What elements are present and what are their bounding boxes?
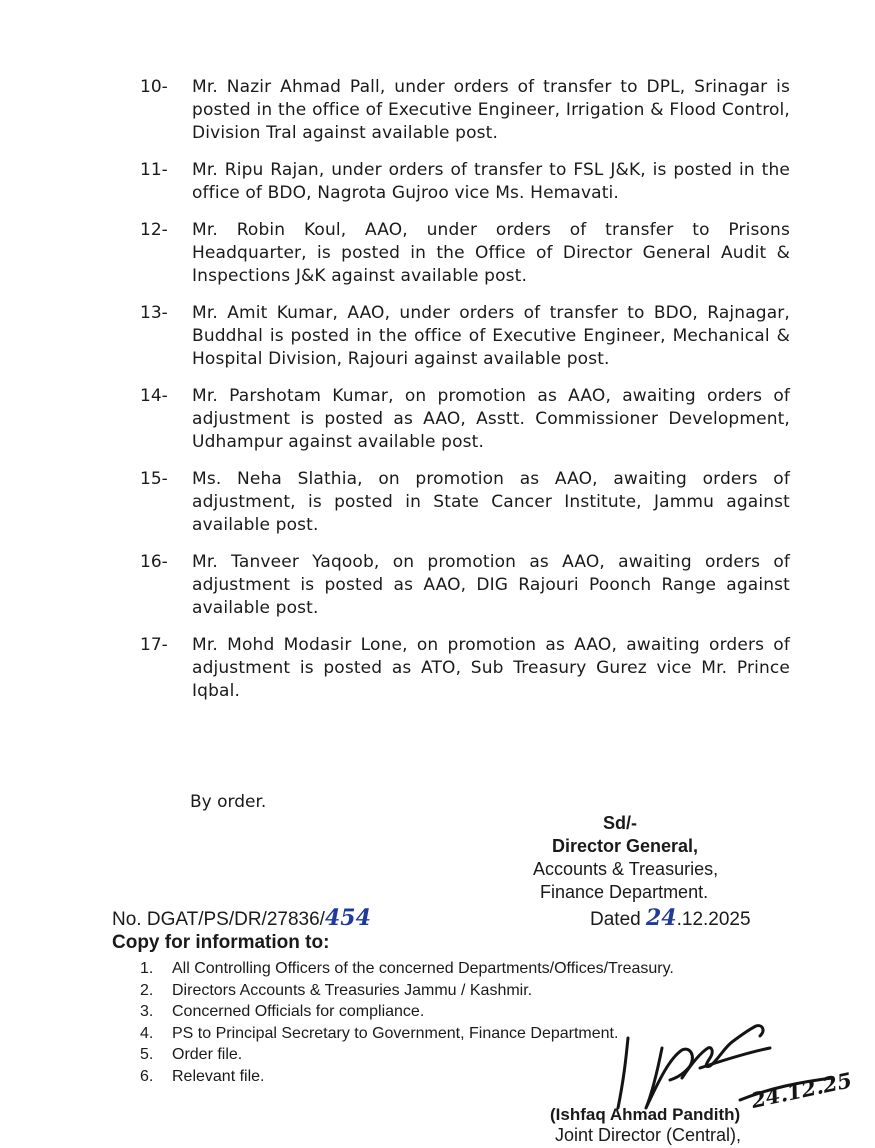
item-number: 14-: [140, 386, 168, 406]
copy-item-text: Order file.: [172, 1046, 243, 1063]
order-item-11: [140, 159, 790, 205]
order-number-handwritten: 454: [324, 905, 371, 931]
item-text: Mr. Amit Kumar, AAO, under orders of transfer to BDO, Rajnagar, Buddhal is posted in the office of Executive Engineer, Mechanical & Hospital Division, Rajouri against available post.: [192, 303, 790, 369]
copy-item-text: Directors Accounts & Treasuries Jammu / Kashmir.: [172, 981, 533, 999]
copy-item-text: Relevant file.: [172, 1067, 265, 1085]
order-number: [112, 905, 371, 931]
signature-date: 24.12.25: [748, 1067, 855, 1113]
item-number: 16-: [140, 552, 168, 572]
item-number: 10-: [140, 77, 168, 97]
date-label: Dated: [590, 909, 646, 930]
copy-item-number: 6.: [140, 1067, 154, 1085]
copy-item-text: All Controlling Officers of the concerned Departments/Offices/Treasury.: [172, 960, 674, 977]
copy-list-item: [140, 980, 674, 1002]
copy-item-number: 2.: [140, 981, 154, 999]
copy-list-item: [140, 1023, 674, 1045]
copy-list: [140, 958, 674, 1087]
item-number: 17-: [140, 635, 168, 655]
copy-item-number: 1.: [140, 960, 154, 977]
copy-item-text: PS to Principal Secretary to Government, Finance Department.: [172, 1024, 619, 1042]
authority-designation: Director General,: [552, 836, 699, 856]
copy-list-item: [140, 1001, 674, 1023]
date-rest: .12.2025: [676, 909, 751, 930]
date-day-handwritten: 24: [645, 905, 677, 931]
order-item-17: [140, 634, 790, 703]
order-date: [590, 905, 751, 931]
authority-dept-line1: Accounts & Treasuries,: [533, 859, 719, 879]
item-text: Mr. Ripu Rajan, under orders of transfer to FSL J&K, is posted in the office of BDO, Nagrota Gujroo vice Ms. Hemavati.: [192, 160, 790, 203]
order-items: [140, 76, 790, 717]
item-number: 15-: [140, 469, 168, 489]
signer-title: Joint Director (Central),: [555, 1125, 742, 1145]
copy-list-item: [140, 958, 674, 980]
by-order-text: By order.: [190, 792, 267, 812]
item-text: Mr. Nazir Ahmad Pall, under orders of transfer to DPL, Srinagar is posted in the office of Executive Engineer, Irrigation & Flood Control, Division Tral against available post.: [192, 77, 790, 143]
item-text: Mr. Mohd Modasir Lone, on promotion as AAO, awaiting orders of adjustment is posted as ATO, Sub Treasury Gurez vice Mr. Prince Iqbal.: [192, 635, 790, 701]
signer-block: [550, 1104, 741, 1146]
order-number-printed: No. DGAT/PS/DR/27836/: [112, 909, 325, 930]
order-item-16: [140, 551, 790, 620]
signer-name: (Ishfaq Ahmad Pandith): [550, 1105, 741, 1124]
order-item-10: [140, 76, 790, 145]
issuing-authority: [530, 812, 790, 904]
order-item-12: [140, 219, 790, 288]
sd-mark: Sd/-: [603, 813, 637, 833]
item-number: 12-: [140, 220, 168, 240]
order-item-15: [140, 468, 790, 537]
copy-item-number: 4.: [140, 1024, 154, 1042]
item-text: Mr. Robin Koul, AAO, under orders of transfer to Prisons Headquarter, is posted in the Office of Director General Audit & Inspections J&K against available post.: [192, 220, 790, 286]
item-text: Mr. Parshotam Kumar, on promotion as AAO, awaiting orders of adjustment is posted as AAO, Asstt. Commissioner Development, Udhampur against available post.: [192, 386, 790, 452]
copy-list-item: [140, 1044, 674, 1066]
copy-item-text: Concerned Officials for compliance.: [172, 1003, 425, 1020]
copy-item-number: 5.: [140, 1046, 154, 1063]
item-text: Mr. Tanveer Yaqoob, on promotion as AAO, awaiting orders of adjustment is posted as AAO, DIG Rajouri Poonch Range against available post.: [192, 552, 790, 618]
copy-item-number: 3.: [140, 1003, 154, 1020]
handwritten-signature: [600, 1008, 860, 1118]
item-text: Ms. Neha Slathia, on promotion as AAO, awaiting orders of adjustment, is posted in State Cancer Institute, Jammu against available post.: [192, 469, 790, 535]
authority-dept-line2: Finance Department.: [540, 882, 709, 902]
order-item-14: [140, 385, 790, 454]
item-number: 13-: [140, 303, 168, 323]
copy-list-item: [140, 1066, 674, 1088]
order-item-13: [140, 302, 790, 371]
copy-heading: Copy for information to:: [112, 932, 330, 953]
item-number: 11-: [140, 160, 168, 180]
